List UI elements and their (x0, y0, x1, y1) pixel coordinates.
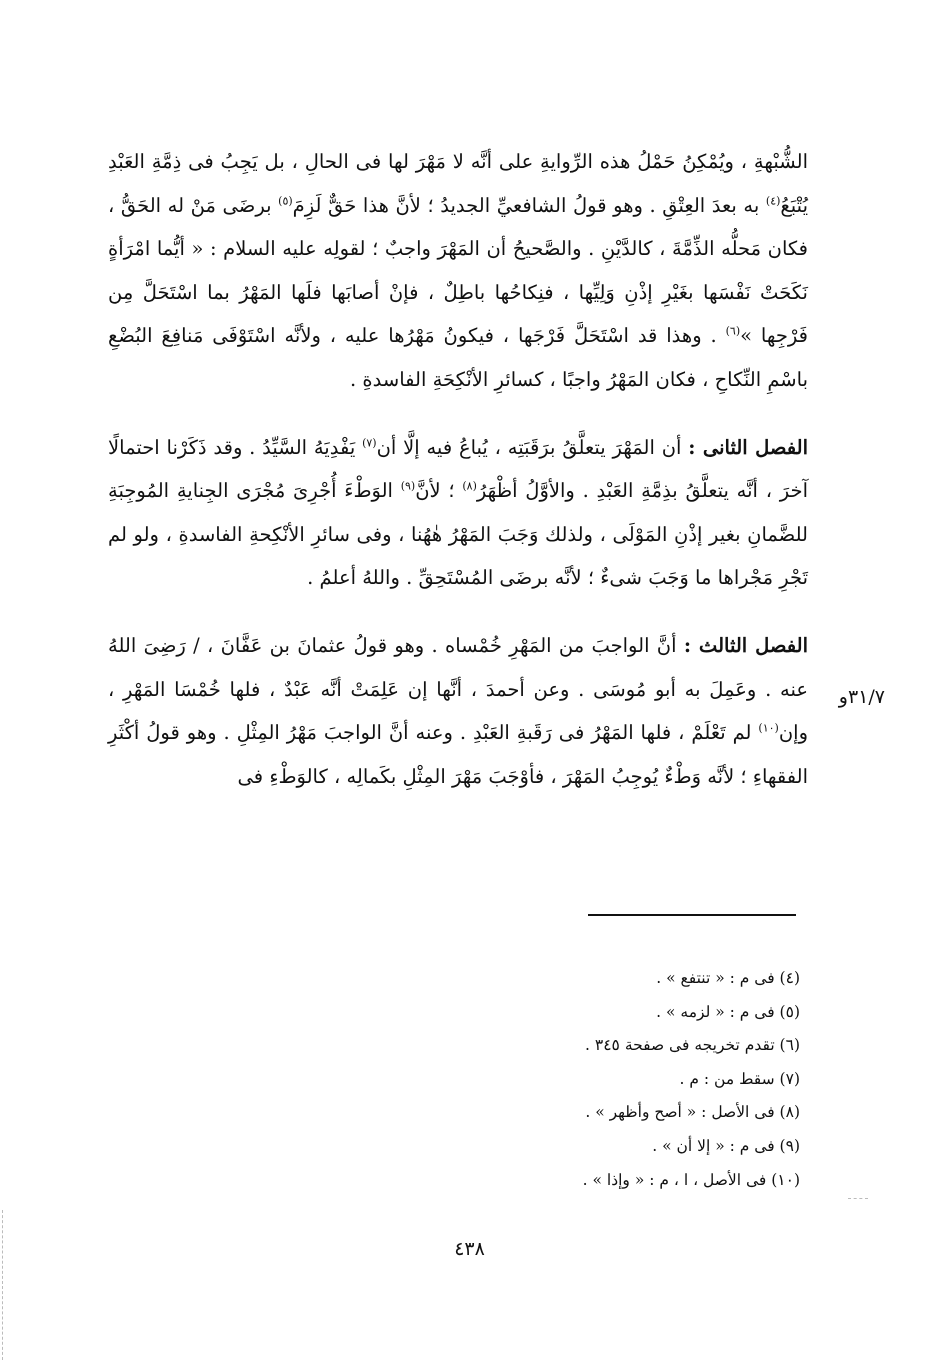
section-title-2: الفصل الثانى : (688, 435, 809, 459)
text-segment: الشُّبْهةِ ، ويُمْكِنُ حَمْلُ هذه الرِّوايةِ على أنَّه لا مَهْرَ لها فى الحالِ ، بل يَجِبُ فى ذِمَّةِ العَبْدِ (108, 150, 808, 173)
text-segment: يُتْبَعُ (780, 193, 808, 217)
footnote-item: (٧) سقط من : م . (679, 1069, 800, 1088)
text-segment: أن المَهْرَ يتعلَّقُ برَقَبَتِه ، يُباعُ فيه إلَّا أن (376, 435, 689, 459)
footnote-divider (588, 914, 796, 916)
footnote-ref-8[interactable]: (٨) (462, 479, 477, 493)
text-segment: أنَّ الواجبَ من المَهْرِ خُمْساه . وهو قولُ عثمانَ بن عَفَّانَ ، / رَضِىَ اللهُ عنه . وعَمِلَ به أبو مُوسَى . وعن أحمدَ ، أنَّها إن عَلِمَتْ أنَّه عَبْدٌ ، فلها خُمْسَا المَهْرِ ، وإن (108, 633, 808, 745)
footnote-ref-4[interactable]: (٤) (765, 194, 781, 208)
scan-edge-mark (2, 1210, 3, 1360)
footnote-item: (٤) فى م : « تنتفع » . (656, 969, 800, 987)
footnote-item: (٩) فى م : « إلا أن » . (652, 1136, 800, 1155)
text-segment: به بعدَ العِتْقِ . وهو قولُ الشافعيِّ الجديدُ ؛ لأنَّ هذا حَقٌّ لَزِمَ (292, 193, 766, 217)
text-segment: يَفْدِيَهُ السَّيِّدُ . وقد ذَكَرْنا احتمالًا آخرَ ، أنَّه يتعلَّقُ بذِمَّةِ العَبْدِ . والأوَّلُ أظْهَرُ (108, 435, 808, 503)
paragraph-2 (108, 426, 808, 600)
footnote-ref-6[interactable]: (٦) (725, 324, 741, 338)
footnote-ref-7[interactable]: (٧) (362, 436, 377, 450)
page-number: ٤٣٨ (454, 1238, 485, 1260)
footnote-item: (٦) تقدم تخريجه فى صفحة ٣٤٥ . (585, 1036, 800, 1055)
manuscript-folio-note: ٣١/٧و (838, 686, 885, 708)
text-segment: برضَى مَنْ له الحَقُّ ، فكان مَحلُّه الذِّمَّةَ ، كالدَّيْنِ . والصَّحيحُ أن المَهْرَ واجبٌ ؛ لقولِه عليه السلام : « أيُّما امْرَأةٍ نَكَحَتْ نَفْسَها بغَيْرِ إذْنِ وَلِيِّها ، فنِكاحُها باطِلٌ ، فإنْ أصابَها فلَها المَهْرُ بما اسْتَحَلَّ مِن فَرْجِها » (108, 193, 808, 348)
footnote-ref-5[interactable]: (٥) (278, 194, 293, 208)
paragraph-3 (108, 624, 808, 798)
paragraph-1 (108, 140, 808, 402)
footnote-item: (٨) فى الأصل : « أصح وأظهر » . (585, 1103, 800, 1122)
text-segment: لم تَعْلَمْ ، فلها المَهْرُ فى رَقَبةِ العَبْدِ . وعنه أنَّ الواجبَ مَهْرُ المِثْلِ . وهو قولُ أكْثَرِ الفقهاءِ ؛ لأنَّه وَطْءٌ يُوجِبُ المَهْرَ ، فأوْجَبَ مَهْرَ المِثْلِ بكَمالِه ، كالوَطْءِ فى (108, 721, 808, 788)
footnotes (420, 962, 800, 1197)
section-title-3: الفصل الثالث : (683, 633, 808, 657)
footnote-ref-10[interactable]: (١٠) (758, 721, 779, 735)
footnote-ref-9[interactable]: (٩) (400, 479, 416, 493)
text-segment: الوَطْءَ أُجْرِىَ مُجْرَى الجِنايةِ المُوجِبَةِ للضَّمانِ بغير إذْنِ المَوْلَى ، ولذلك وَجَبَ المَهْرُ هٰهُنا ، وفى سائرِ الأنْكِحةِ الفاسدةِ ، ولو لم تَجْرِ مَجْراها ما وَجَبَ شىءٌ ؛ لأنَّه برضَى المُسْتَحِقِّ . واللهُ أعلمُ . (108, 479, 808, 590)
text-segment: ؛ لأنَّ (415, 479, 463, 503)
footnote-item: (٥) فى م : « لزمه » . (656, 1002, 800, 1021)
footnote-item: (١٠) فى الأصل ، ا ، م : « وإذا » . (582, 1170, 800, 1189)
text-segment: . وهذا قد اسْتَحَلَّ فَرْجَها ، فيكونُ مَهْرُها عليه ، ولأنَّه اسْتَوْفَى مَنافِعَ البُضْعِ باسْمِ النِّكاحِ ، فكان المَهْرُ واجبًا ، كسائرِ الأنْكِحَةِ الفاسدةِ . (108, 324, 808, 391)
main-text (108, 140, 808, 798)
scan-edge-dash (848, 1198, 868, 1199)
